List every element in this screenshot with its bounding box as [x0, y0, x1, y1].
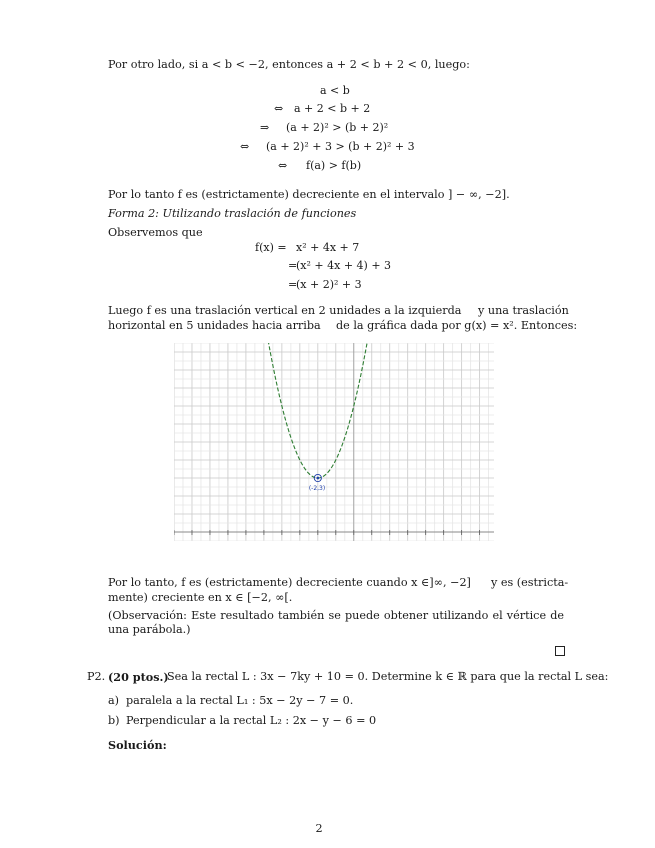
parabola-graph: [174, 343, 494, 541]
forma-2-heading: Forma 2: Utilizando traslación de funciones: [108, 207, 357, 220]
luego-line-1b: y una traslación: [478, 304, 569, 317]
decreasing-paragraph: Por lo tanto f es (estrictamente) decreciente en el intervalo ] − ∞, −2].: [108, 188, 510, 201]
item-b-label: b): [108, 714, 120, 727]
item-a-text: paralela a la rectal L₁ : 5x − 2y − 7 = 0.: [126, 694, 354, 707]
problem-2-points: (20 ptos.): [108, 670, 169, 684]
qed-square: [555, 646, 565, 656]
vertex-label: (-2,3): [308, 485, 326, 492]
solucion-heading: Solución:: [108, 738, 167, 752]
luego-line-1: Luego f es una traslación vertical en 2 unidades a la izquierda: [108, 304, 462, 317]
item-b-text: Perpendicular a la rectal L₂ : 2x − y − 6 = 0: [126, 714, 377, 727]
vertex-point: [316, 477, 319, 480]
conclusion-line-2: mente) creciente en x ∈ [−2, ∞[.: [108, 591, 293, 604]
observemos-text: Observemos que: [108, 226, 203, 239]
item-a-label: a): [108, 694, 120, 707]
conclusion-line-1b: y es (estricta-: [491, 576, 569, 589]
intro-paragraph: Por otro lado, si a < b < −2, entonces a + 2 < b + 2 < 0, luego:: [108, 58, 470, 71]
problem-2-statement: Sea la rectal L : 3x − 7ky + 10 = 0. Determine k ∈ ℝ para que la rectal L sea:: [167, 670, 609, 683]
luego-line-2b: de la gráfica dada por g(x) = x². Entonces:: [336, 319, 578, 332]
derivation: f(x) = x² + 4x + 7 = (x² + 4x + 4) + 3 = (x + 2)² + 3: [255, 241, 392, 291]
observation-paragraph: (Observación: Este resultado también se puede obtener utilizando el vértice de una parábola.): [108, 609, 564, 636]
luego-line-2: horizontal en 5 unidades hacia arriba: [108, 319, 321, 332]
problem-2-label: P2.: [87, 670, 106, 683]
conclusion-line-1: Por lo tanto, f es (estrictamente) decreciente cuando x ∈]∞, −2]: [108, 576, 471, 589]
page-number: 2: [315, 822, 323, 835]
